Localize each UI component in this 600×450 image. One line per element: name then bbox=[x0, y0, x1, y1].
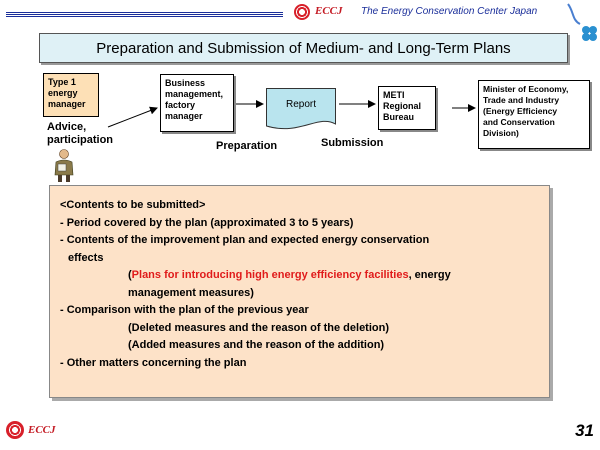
org-name: The Energy Conservation Center Japan bbox=[361, 6, 538, 17]
advice-label bbox=[47, 121, 113, 147]
meti-line: Bureau bbox=[383, 112, 415, 122]
report-document-icon bbox=[266, 88, 336, 132]
contents-item-added: (Added measures and the reason of the addition) bbox=[128, 339, 385, 351]
minister-box bbox=[478, 80, 590, 149]
meti-line: Regional bbox=[383, 101, 422, 111]
arrow-advice bbox=[108, 108, 157, 127]
contents-item-deleted: (Deleted measures and the reason of the deletion) bbox=[128, 321, 390, 334]
footer-logo-icon bbox=[6, 421, 24, 439]
footer-logo-text: ECCJ bbox=[28, 424, 56, 436]
paren-open: ( bbox=[128, 269, 132, 281]
type1-energy-manager-box bbox=[43, 73, 99, 117]
contents-item-improvement-cont: effects bbox=[68, 251, 104, 264]
page-title: Preparation and Submission of Medium- and Long-Term Plans bbox=[39, 33, 568, 63]
report-label: Report bbox=[285, 99, 316, 110]
business-line: Business bbox=[165, 78, 206, 88]
contents-heading: <Contents to be submitted> bbox=[60, 199, 206, 211]
business-line: manager bbox=[165, 111, 203, 121]
page-number: 31 bbox=[575, 421, 594, 440]
minister-line: and Conservation bbox=[483, 117, 555, 127]
contents-item-plans-line bbox=[60, 267, 549, 285]
preparation-label: Preparation bbox=[216, 140, 278, 152]
minister-line: Minister of Economy, bbox=[483, 84, 569, 94]
minister-line: Division) bbox=[483, 128, 519, 138]
submission-label: Submission bbox=[321, 137, 384, 149]
contents-item-management-measures: management measures) bbox=[128, 286, 254, 299]
header-logo-text: ECCJ bbox=[315, 5, 343, 17]
minister-line: (Energy Efficiency bbox=[483, 106, 558, 116]
highlight-plans-text: Plans for introducing high energy efficiency facilities bbox=[131, 269, 409, 281]
plans-rest-text: , energy bbox=[408, 269, 451, 281]
business-line: factory bbox=[165, 100, 196, 110]
advice-line: participation bbox=[47, 134, 114, 146]
advice-line: Advice, bbox=[47, 121, 87, 133]
contents-panel bbox=[49, 185, 550, 398]
business-line: management, bbox=[165, 89, 224, 99]
meti-line: METI bbox=[383, 90, 405, 100]
contents-item-period: - Period covered by the plan (approximated 3 to 5 years) bbox=[60, 216, 354, 229]
business-management-box bbox=[160, 74, 234, 132]
type1-line: Type 1 bbox=[48, 77, 76, 87]
type1-line: energy bbox=[48, 88, 78, 98]
contents-item-other: - Other matters concerning the plan bbox=[60, 356, 247, 369]
type1-line: manager bbox=[48, 99, 86, 109]
meti-regional-bureau-box bbox=[378, 86, 436, 130]
contents-item-comparison: - Comparison with the plan of the previous year bbox=[60, 304, 309, 316]
person-icon bbox=[52, 148, 76, 182]
contents-item-improvement: - Contents of the improvement plan and expected energy conservation bbox=[60, 234, 430, 246]
minister-line: Trade and Industry bbox=[483, 95, 560, 105]
